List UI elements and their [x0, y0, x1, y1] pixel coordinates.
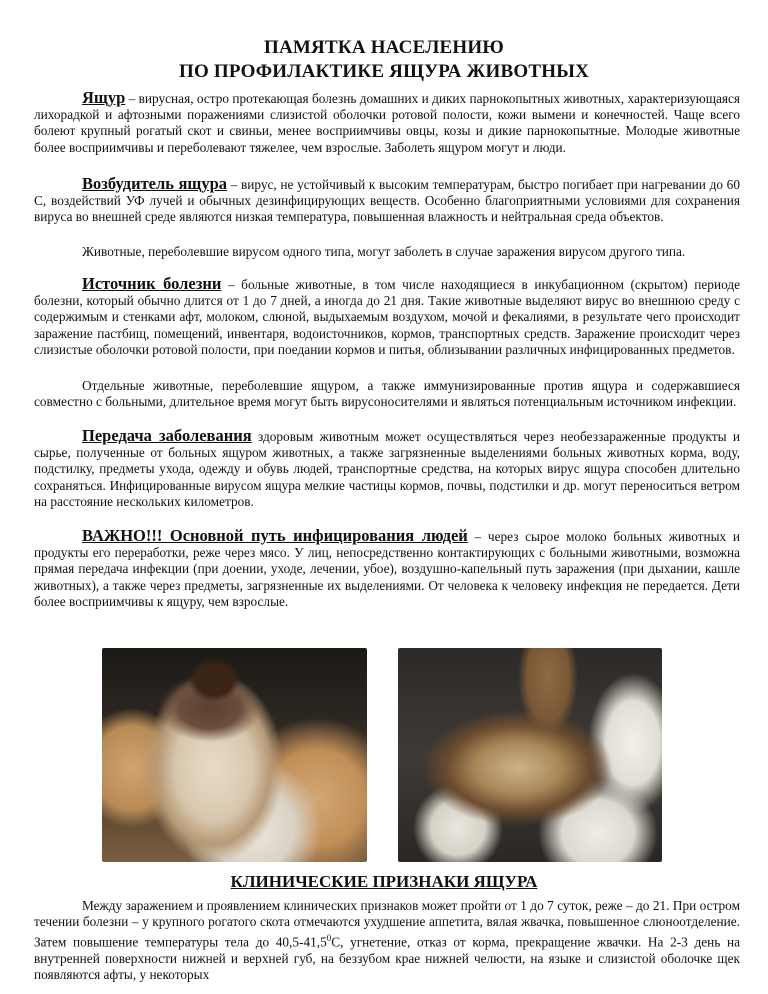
photo-infected-calf-mouth [102, 648, 367, 862]
term-pathogen: Возбудитель ящура [82, 174, 227, 193]
paragraph-other-type: Животные, переболевшие вирусом одного типа, могут заболеть в случае заражения вирусом другого типа. [82, 244, 686, 259]
paragraph-clinical-signs [34, 898, 740, 983]
paragraph-important [34, 528, 740, 610]
title-line-1: ПАМЯТКА НАСЕЛЕНИЮ [264, 37, 504, 58]
term-foot-and-mouth: Ящур [82, 88, 126, 107]
clinical-text-a: Между заражением и проявлением клинических признаков может пройти от 1 до 7 суток, реже – до 21. При остром течении болезни – у крупного рогатого скота отмечаются ухудшение аппетита, вялая жвачка, повышенное слюноотделение. Затем повышение температуры тела до 40,5-41,5 [34, 898, 740, 950]
paragraph-text: – через сырое молоко больных животных и продукты его переработки, реже через мясо. У лиц, непосредственно контактирующих с больными животными, возможна прямая передача инфекции (при доении, уходе, лечении, убое), воздушно-капельный путь заражения (при дыхании, кашле животных), а также через предметы, загрязненные их выделениями. От человека к человеку инфекция не передается. Дети более восприимчивы к ящуру, чем взрослые. [34, 529, 741, 609]
degree-superscript: 0 [326, 933, 332, 944]
term-transmission: Передача заболевания [82, 426, 252, 445]
section-title-clinical-signs: КЛИНИЧЕСКИЕ ПРИЗНАКИ ЯЩУРА [230, 872, 538, 891]
term-source: Источник болезни [82, 274, 222, 293]
paragraph-foot-and-mouth [34, 90, 740, 156]
paragraph-text: – вирусная, остро протекающая болезнь домашних и диких парнокопытных животных, характеризующаяся лихорадкой и афтозными поражениями слизистой оболочки ротовой полости, кожи вымени и конечностей. Чаще всего болеют крупный рогатый скот и свиньи, менее восприимчивы овцы, козы и дикие парнокопытные. Молодые животные более восприимчивы и переболевают тяжелее, чем взрослые. Заболеть ящуром могут и люди. [34, 91, 740, 155]
photo-infected-hoof [398, 648, 662, 862]
paragraph-carriers: Отдельные животные, переболевшие ящуром, а также иммунизированные против ящура и содержавшиеся совместно с больными, длительное время могут быть вирусоносителями и являться потенциальным источником инфекции. [34, 378, 740, 410]
paragraph-text: здоровым животным может осуществляться через необеззараженные продукты и сырье, полученные от больных ящуром животных, а также загрязненные выделениями больных животных корма, воду, подстилку, предметы ухода, одежду и обувь людей, транспортные средства, на которых вирус ящура способен длительно сохраняться. Инфицированные вирусом ящура мелкие частицы кормов, почвы, подстилки и др. могут переноситься ветром на расстояние нескольких километров. [34, 429, 740, 509]
paragraph-pathogen [34, 176, 740, 226]
term-important: ВАЖНО!!! Основной путь инфицирования людей [82, 526, 468, 545]
paragraph-text: – больные животные, в том числе находящиеся в инкубационном (скрытом) периоде болезни, который обычно длится от 1 до 7 дней, а иногда до 21 дня. Такие животные выделяют вирус во внешнюю среду с содержимым и стенками афт, молоком, слюной, выдыхаемым воздухом, мочой и фекалиями, в результате чего происходит заражение пастбищ, помещений, инвентаря, водоисточников, кормов, транспортных средств. Заражение происходит через слизистые оболочки ротовой полости, при поедании кормов и питья, облизывании различных инфицированных предметов. [34, 277, 741, 357]
paragraph-text: – вирус, не устойчивый к высоким температурам, быстро погибает при нагревании до 60 С, воздействий УФ лучей и обычных дезинфицирующих веществ. Особенно благоприятными условиями для сохранения вируса во внешней среде являются низкая температура, повышенная влажность и нейтральная среда объектов. [34, 177, 740, 225]
paragraph-transmission [34, 428, 740, 510]
paragraph-source [34, 276, 740, 358]
clinical-text-b: С, угнетение, отказ от корма, прекращение жвачки. На 2-3 день на внутренней поверхности нижней и верхней губ, на беззубом крае нижней челюсти, на языке и слизистой оболочке щек появляются афты, у некоторых [34, 934, 740, 983]
title-line-2: ПО ПРОФИЛАКТИКЕ ЯЩУРА ЖИВОТНЫХ [178, 61, 590, 82]
